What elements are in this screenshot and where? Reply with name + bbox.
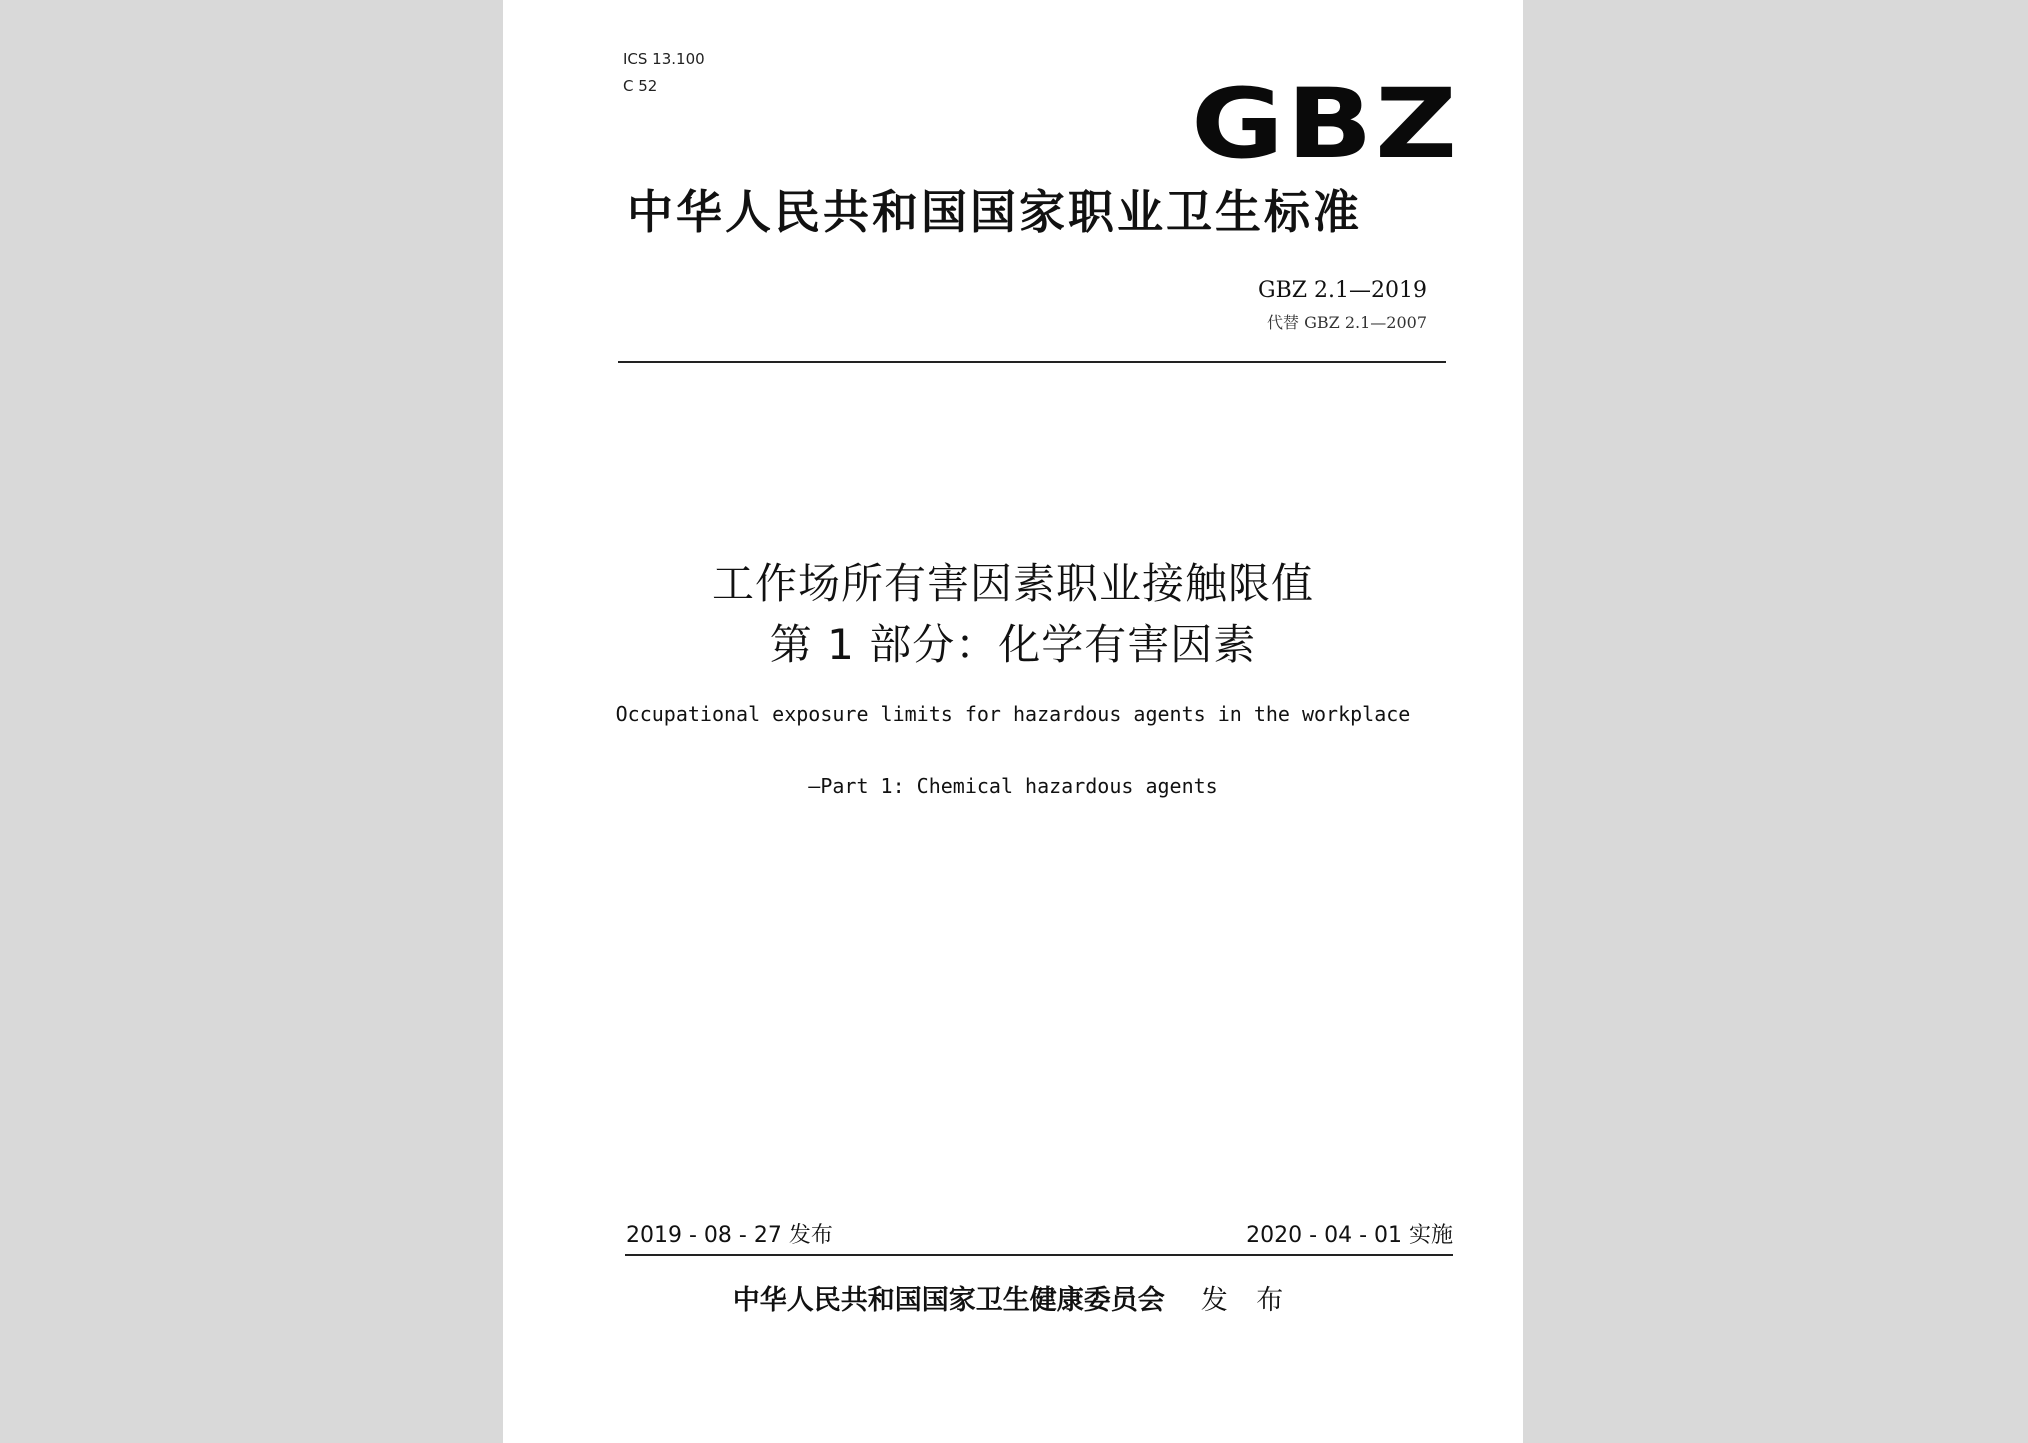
issue-date: 2019 - 08 - 27 发布 <box>626 1223 833 1248</box>
en-title-line2: —Part 1: Chemical hazardous agents <box>808 774 1218 798</box>
cn-title-line2: 第 1 部分：化学有害因素 <box>769 620 1257 669</box>
publish-word: 发 布 <box>1200 1285 1294 1316</box>
document-page <box>503 0 1523 1443</box>
replaces-standard: 代替 GBZ 2.1—2007 <box>1267 313 1427 332</box>
en-title-line1: Occupational exposure limits for hazardous agents in the workplace <box>615 702 1411 726</box>
standard-number: GBZ 2.1—2019 <box>1258 278 1427 303</box>
publisher-line <box>503 1278 1523 1317</box>
implement-date: 2020 - 04 - 01 实施 <box>1246 1223 1453 1248</box>
header-divider <box>618 361 1446 363</box>
gbz-logo: GBZ <box>1191 68 1460 180</box>
ccs-code: C 52 <box>623 77 658 95</box>
cn-title-line1: 工作场所有害因素职业接触限值 <box>711 559 1314 608</box>
publisher-name: 中华人民共和国国家卫生健康委员会 <box>732 1285 1165 1316</box>
ics-code: ICS 13.100 <box>623 50 705 68</box>
footer-divider <box>625 1254 1453 1256</box>
standard-type-title: 中华人民共和国国家职业卫生标准 <box>627 185 1362 239</box>
